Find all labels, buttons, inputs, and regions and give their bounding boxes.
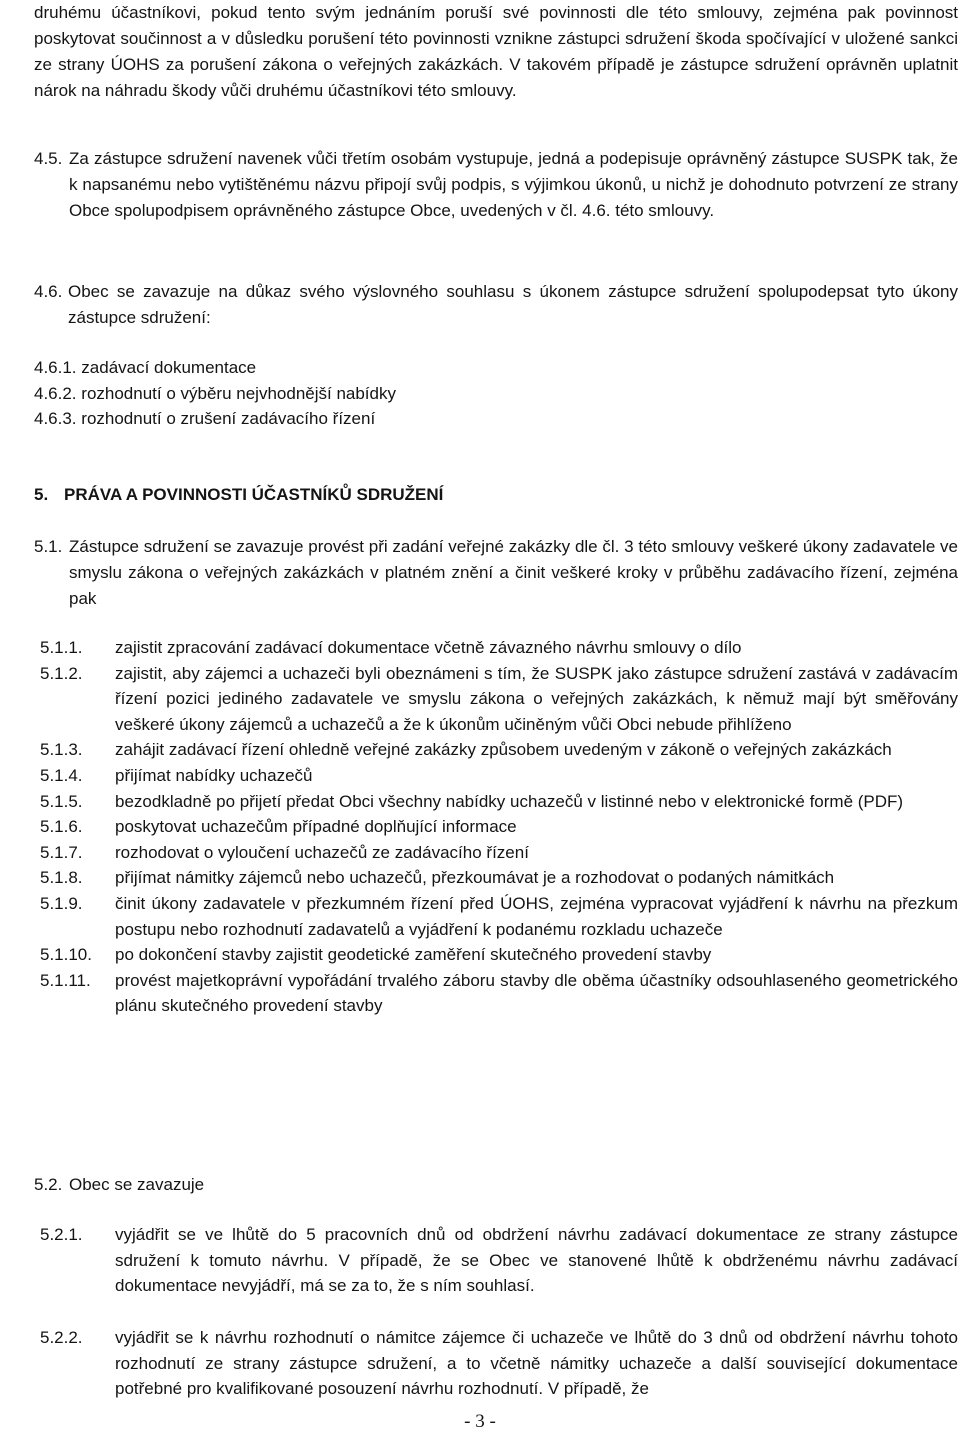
item-text: činit úkony zadavatele v přezkumném řízení před ÚOHS, zejména vypracovat vyjádření k návrhu na přezkum postupu nebo rozhodnutí zadavatelů a vyjádření k podanému rozkladu uchazeče — [115, 893, 958, 939]
clause-4-5 — [34, 146, 958, 224]
list-item — [40, 865, 958, 891]
item-number: 4.6.3. — [34, 409, 77, 428]
section-number: 5. — [34, 485, 49, 504]
intro-text: druhému účastníkovi, pokud tento svým jednáním poruší své povinnosti dle této smlouvy, zejména pak povinnost poskytovat součinnost a v důsledku porušení této povinnosti vznikne zástupci sdružení škoda spočívající v uložené sankci ze strany ÚOHS za porušení zákona o veřejných zakázkách. V takovém případě je zástupce sdružení oprávněn uplatnit nárok na náhradu škody vůči druhému účastníkovi této smlouvy. — [34, 3, 958, 100]
item-number: 5.2.1. — [40, 1225, 83, 1244]
clause-text: Zástupce sdružení se zavazuje provést při zadání veřejné zakázky dle čl. 3 této smlouvy veškeré úkony zadavatele ve smyslu zákona o veřejných zakázkách v platném znění a činit veškeré kroky v průběhu zadávacího řízení, zejména pak — [69, 537, 958, 608]
item-text: zajistit zpracování zadávací dokumentace včetně závazného návrhu smlouvy o dílo — [115, 638, 742, 657]
list-item — [40, 1222, 958, 1299]
item-number: 5.1.3. — [40, 740, 83, 760]
list-item — [34, 406, 958, 432]
list-item — [40, 763, 958, 789]
list-item — [40, 1325, 958, 1402]
item-text: přijímat námitky zájemců nebo uchazečů, přezkoumávat je a rozhodovat o podaných námitkách — [115, 868, 835, 888]
clause-5-2-2 — [40, 1325, 958, 1402]
clause-4-6-items — [34, 355, 958, 432]
item-text: bezodkladně po přijetí předat Obci všechny nabídky uchazečů v listinné nebo v elektronické formě (PDF) — [115, 791, 904, 811]
item-number: 5.1.6. — [40, 817, 83, 837]
list-item — [40, 840, 958, 866]
item-number: 5.2.2. — [40, 1328, 83, 1347]
item-number: 4.6.1. — [34, 358, 77, 377]
item-text: provést majetkoprávní vypořádání trvalého záboru stavby dle oběma účastníky odsouhlaseného geometrického plánu skutečného provedení stavby — [115, 970, 958, 1016]
list-item — [40, 661, 958, 738]
item-number: 5.1.7. — [40, 842, 83, 862]
list-item — [40, 737, 958, 763]
clause-text: Za zástupce sdružení navenek vůči třetím osobám vystupuje, jedná a podepisuje oprávněný zástupce SUSPK tak, že k napsanému nebo vytištěnému názvu připojí svůj podpis, s výjimkou úkonů, u nichž je dohodnuto potvrzení ze strany Obce spolupodpisem oprávněného zástupce Obce, uvedených v čl. 4.6. této smlouvy. — [69, 149, 958, 220]
list-item — [34, 355, 958, 381]
item-text: vyjádřit se k návrhu rozhodnutí o námitce zájemce či uchazeče ve lhůtě do 3 dnů od obdržení návrhu tohoto rozhodnutí ze strany zástupce sdružení, a to včetně námitky uchazeče a další související dokumentace potřebné pro kvalifikované posouzení návrhu rozhodnutí. V případě, že — [115, 1328, 958, 1399]
item-number: 5.1.1. — [40, 638, 83, 657]
item-text: rozhodovat o vyloučení uchazečů ze zadávacího řízení — [115, 842, 529, 862]
item-number: 5.1.10. — [40, 945, 92, 965]
item-number: 5.1.2. — [40, 663, 83, 683]
intro-paragraph — [34, 0, 958, 104]
item-number: 5.1.9. — [40, 893, 83, 913]
list-item — [40, 891, 958, 942]
item-text: rozhodnutí o výběru nejvhodnější nabídky — [81, 383, 396, 403]
clause-number: 5.2. — [34, 1175, 63, 1194]
item-text: rozhodnutí o zrušení zadávacího řízení — [81, 409, 376, 428]
item-number: 5.1.5. — [40, 791, 83, 811]
item-number: 5.1.4. — [40, 765, 83, 785]
item-text: poskytovat uchazečům případné doplňující informace — [115, 817, 517, 837]
item-text: zahájit zadávací řízení ohledně veřejné zakázky způsobem uvedeným v zákoně o veřejných zakázkách — [115, 740, 892, 760]
clause-number: 5.1. — [34, 537, 63, 556]
clause-4-6 — [34, 279, 958, 331]
list-item — [40, 968, 958, 1019]
list-item — [40, 789, 958, 815]
item-text: zajistit, aby zájemci a uchazeči byli obeznámeni s tím, že SUSPK jako zástupce sdružení zastává v zadávacím řízení pozici jediného zadavatele ve smyslu zákona o veřejných zakázkách, k němuž mají být směřovány veškeré úkony zájemců a uchazečů a že k úkonům učiněným vůči Obci nebude přihlíženo — [115, 663, 958, 734]
list-item — [40, 814, 958, 840]
clause-number: 4.5. — [34, 149, 63, 168]
clause-number: 4.6. — [34, 282, 63, 301]
list-item — [40, 942, 958, 968]
section-heading — [34, 482, 958, 508]
section-title: PRÁVA A POVINNOSTI ÚČASTNÍKŮ SDRUŽENÍ — [64, 485, 444, 504]
list-item — [40, 635, 958, 661]
clause-5-2-1 — [40, 1222, 958, 1299]
item-number: 5.1.11. — [40, 970, 91, 990]
item-text: přijímat nabídky uchazečů — [115, 765, 313, 785]
page-number: - 3 - — [464, 1411, 496, 1432]
item-text: po dokončení stavby zajistit geodetické zaměření skutečného provedení stavby — [115, 945, 712, 965]
item-number: 5.1.8. — [40, 868, 83, 888]
clause-5-1 — [34, 534, 958, 612]
item-text: zadávací dokumentace — [81, 358, 257, 377]
clause-5-1-items — [40, 635, 958, 1019]
clause-5-2 — [34, 1172, 958, 1198]
item-number: 4.6.2. — [34, 383, 77, 403]
clause-text: Obec se zavazuje — [69, 1175, 205, 1194]
item-text: vyjádřit se ve lhůtě do 5 pracovních dnů od obdržení návrhu zadávací dokumentace ze strany zástupce sdružení k tomuto návrhu. V případě, že se Obec ve stanovené lhůtě k obdrženému návrhu zadávací dokumentace nevyjádří, má se za to, že s ním souhlasí. — [115, 1225, 958, 1296]
clause-text: Obec se zavazuje na důkaz svého výslovného souhlasu s úkonem zástupce sdružení spolupodepsat tyto úkony zástupce sdružení: — [68, 282, 958, 327]
list-item — [34, 381, 958, 407]
